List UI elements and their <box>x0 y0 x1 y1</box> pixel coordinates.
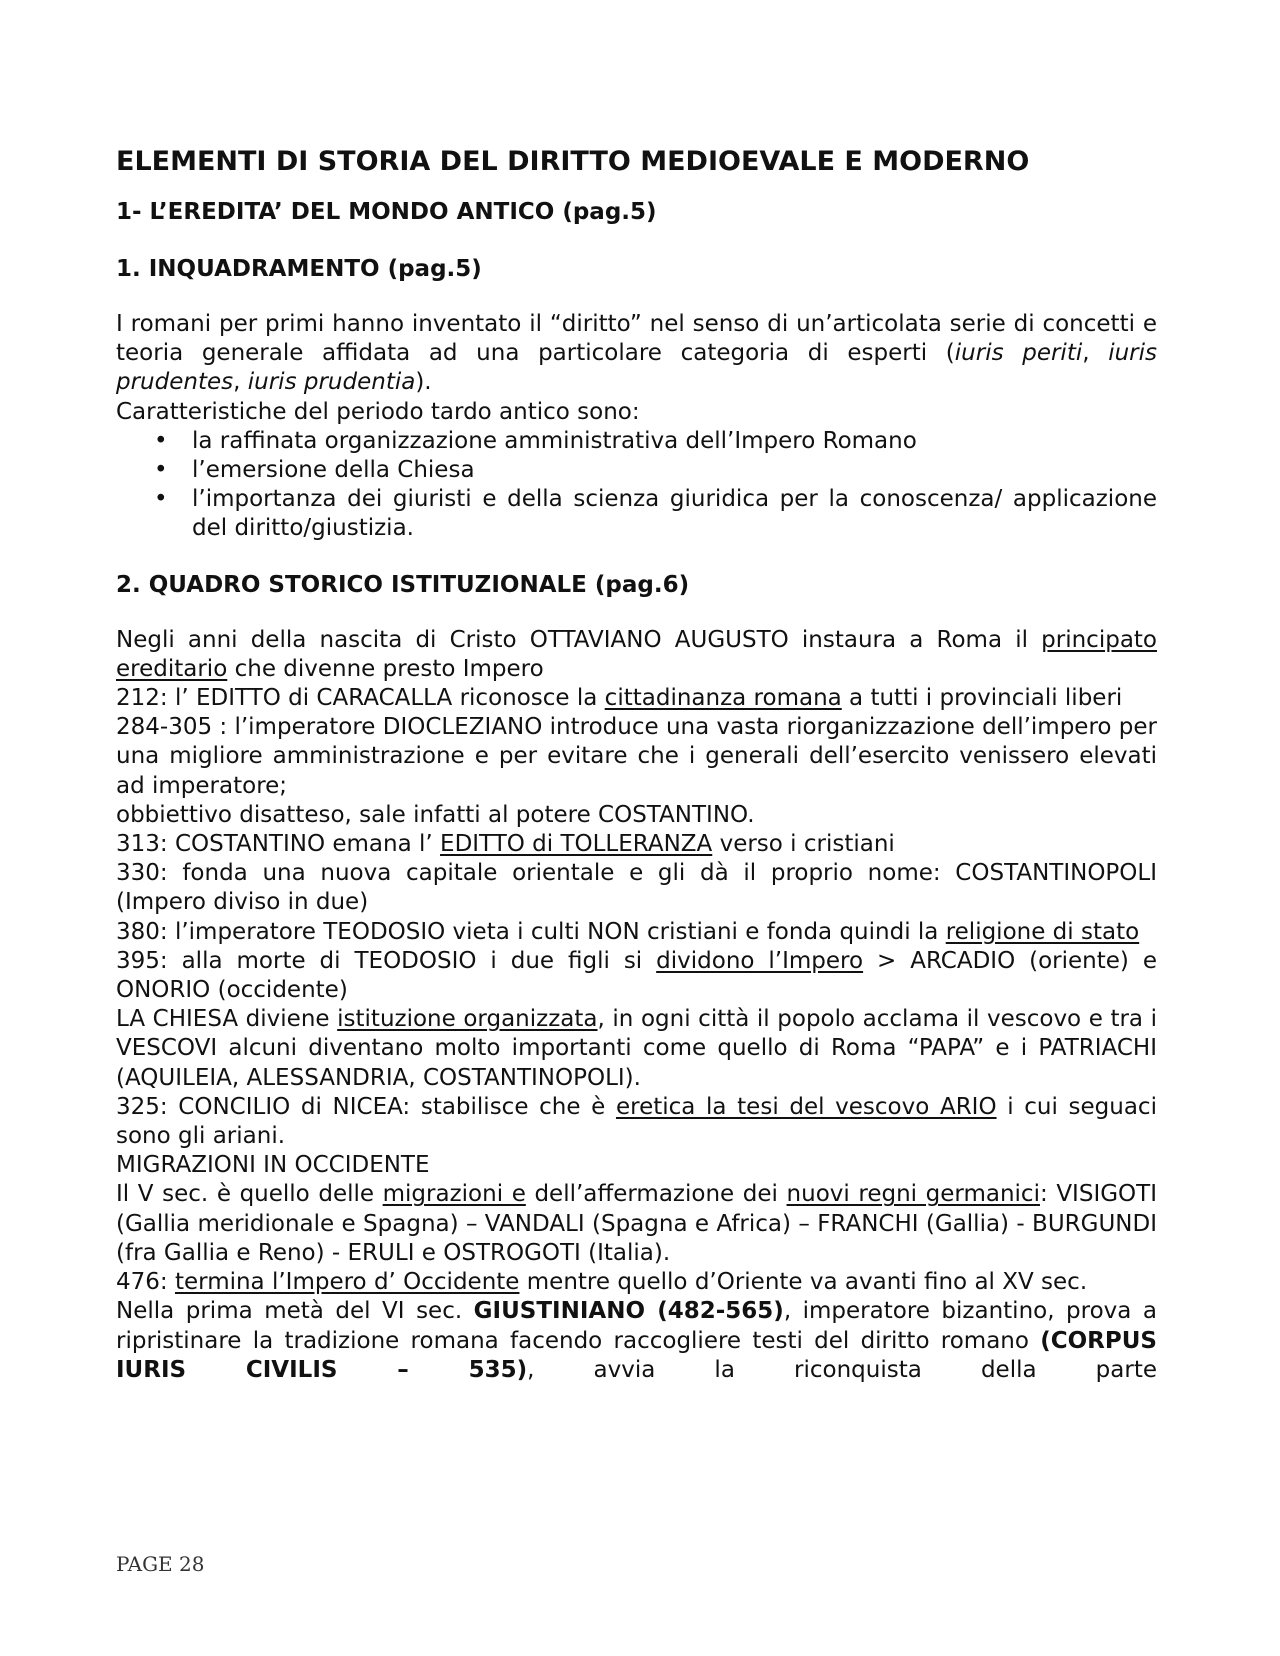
paragraph: 380: l’imperatore TEODOSIO vieta i culti NON cristiani e fonda quindi la religione di stato <box>116 918 1140 945</box>
paragraph: 212: l’ EDITTO di CARACALLA riconosce la cittadinanza romana a tutti i provinciali liberi <box>116 685 1123 712</box>
document-title: ELEMENTI DI STORIA DEL DIRITTO MEDIOEVALE E MODERNO <box>116 146 1030 177</box>
italic-term: iuris prudentes <box>116 340 1157 396</box>
list-item: • l’importanza dei giuristi e della scienza giuridica per la conoscenza/ applicazione del diritto/giustizia. <box>154 486 1157 542</box>
list-item: • la raffinata organizzazione amministrativa dell’Impero Romano <box>116 427 1157 456</box>
paragraph: Nella prima metà del VI sec. GIUSTINIANO (482-565), imperatore bizantino, prova a ripristinare la tradizione romana facendo raccogliere testi del diritto romano (CORPUS IURIS CIVILIS – 535), avvia la riconquista della parte <box>116 1298 1157 1383</box>
characteristics-list <box>116 427 1157 544</box>
timeline-text <box>116 626 1157 1385</box>
bullet-icon: • <box>154 486 168 513</box>
intro-paragraph: I romani per primi hanno inventato il “diritto” nel senso di un’articolata serie di concetti e teoria generale affidata ad una particolare categoria di esperti (iuris periti, iuris prudentes, iuris prudentia). <box>116 311 1157 396</box>
list-item: • l’emersione della Chiesa <box>116 456 1157 485</box>
bullet-icon: • <box>154 457 168 484</box>
paragraph: obbiettivo disatteso, sale infatti al potere COSTANTINO. <box>116 801 755 828</box>
paragraph: 476: termina l’Impero d’ Occidente mentre quello d’Oriente va avanti fino al XV sec. <box>116 1269 1088 1296</box>
bullet-icon: • <box>154 427 168 454</box>
paragraph: MIGRAZIONI IN OCCIDENTE <box>116 1152 430 1179</box>
page-number: PAGE 28 <box>116 1552 205 1576</box>
chapter-heading: 1- L’EREDITA’ DEL MONDO ANTICO (pag.5) <box>116 199 657 225</box>
characteristics-lead: Caratteristiche del periodo tardo antico sono: <box>116 398 640 425</box>
paragraph: 330: fonda una nuova capitale orientale e gli dà il proprio nome: COSTANTINOPOLI (Impero diviso in due) <box>116 860 1157 916</box>
paragraph: Il V sec. è quello delle migrazioni e dell’affermazione dei nuovi regni germanici: VISIGOTI (Gallia meridionale e Spagna) – VANDALI (Spagna e Africa) – FRANCHI (Gallia) - BURGUNDI (fra Gallia e Reno) - ERULI e OSTROGOTI (Italia). <box>116 1181 1157 1266</box>
paragraph: 395: alla morte di TEODOSIO i due figli si dividono l’Impero > ARCADIO (oriente) e ONORIO (occidente) <box>116 947 1157 1004</box>
italic-term: iuris periti <box>954 340 1083 367</box>
paragraph: 325: CONCILIO di NICEA: stabilisce che è eretica la tesi del vescovo ARIO i cui seguaci sono gli ariani. <box>116 1093 1157 1150</box>
paragraph: 284-305 : l’imperatore DIOCLEZIANO introduce una vasta riorganizzazione dell’impero per una migliore amministrazione e per evitare che i generali dell’esercito venissero elevati ad imperatore; <box>116 714 1157 799</box>
section-heading-inquadramento: 1. INQUADRAMENTO (pag.5) <box>116 256 482 282</box>
paragraph: 313: COSTANTINO emana l’ EDITTO di TOLLERANZA verso i cristiani <box>116 831 895 858</box>
page-content <box>116 140 1157 1385</box>
paragraph: Negli anni della nascita di Cristo OTTAVIANO AUGUSTO instaura a Roma il principato ereditario che divenne presto Impero <box>116 626 1157 682</box>
section-heading-quadro-storico: 2. QUADRO STORICO ISTITUZIONALE (pag.6) <box>116 571 690 598</box>
paragraph: LA CHIESA diviene istituzione organizzata, in ogni città il popolo acclama il vescovo e tra i VESCOVI alcuni diventano molto importanti come quello di Roma “PAPA” e i PATRIACHI (AQUILEIA, ALESSANDRIA, COSTANTINOPOLI). <box>116 1006 1157 1091</box>
italic-term: iuris prudentia <box>247 369 416 396</box>
